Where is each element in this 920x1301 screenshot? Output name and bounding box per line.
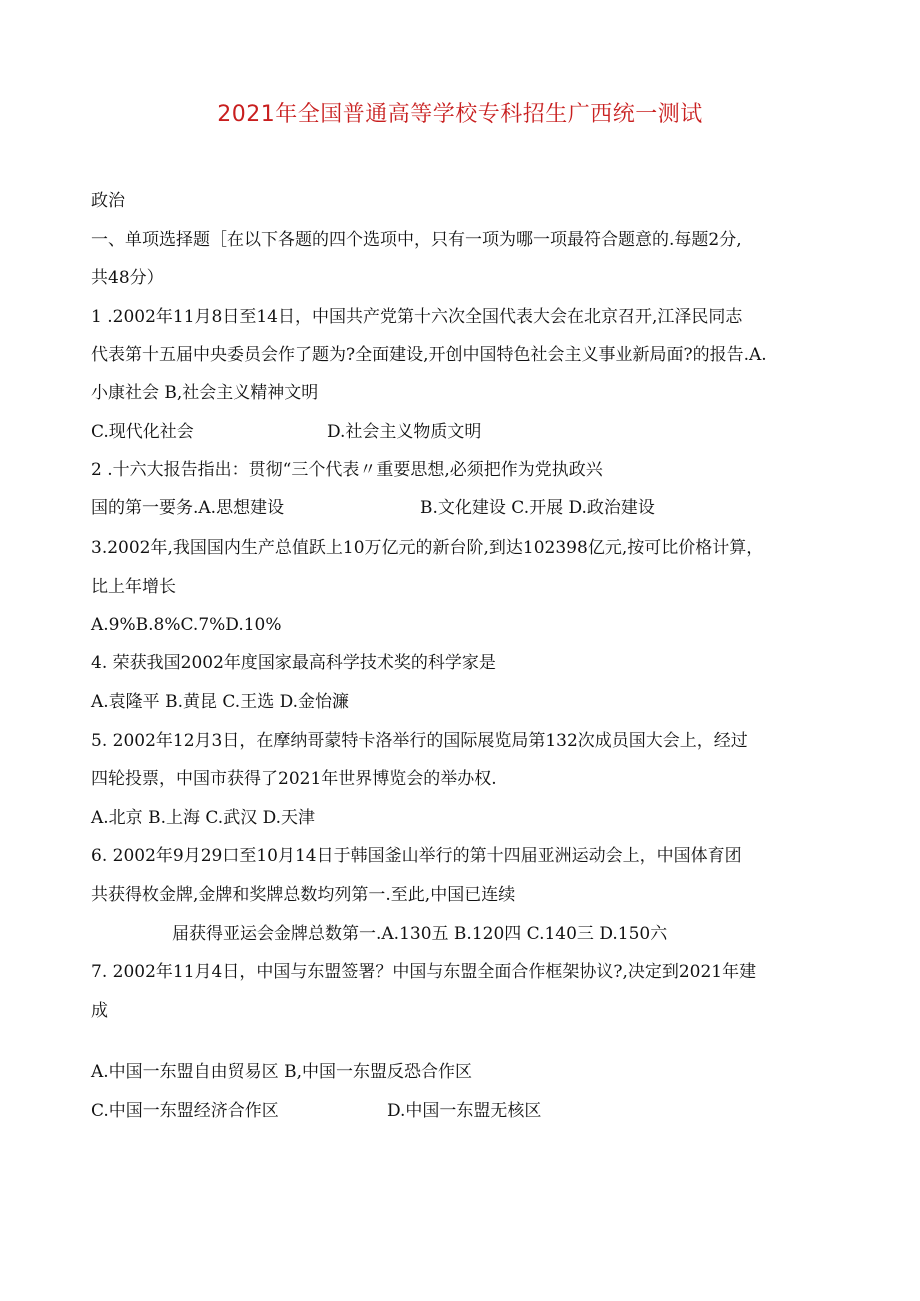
section-heading-line-2: 共48分） bbox=[91, 268, 164, 288]
question-7-option-c: C.中国一东盟经济合作区 bbox=[91, 1101, 279, 1121]
question-1-line-2: 代表第十五届中央委员会作了题为?全面建设,开创中国特色社会主义事业新局面?的报告.A. bbox=[91, 345, 767, 365]
question-6-line-2: 共获得枚金牌,金牌和奖牌总数均列第一.至此,中国已连续 bbox=[91, 885, 516, 905]
question-1-option-c: C.现代化社会 bbox=[91, 422, 194, 442]
question-1-option-d: D.社会主义物质文明 bbox=[327, 422, 482, 442]
question-2-options-left: 国的第一要务.A.思想建设 bbox=[91, 498, 285, 518]
question-5-line-1: 5. 2002年12月3日，在摩纳哥蒙特卡洛举行的国际展览局第132次成员国大会上，经过 bbox=[91, 731, 748, 751]
question-6-line-1: 6. 2002年9月29口至10月14日于韩国釜山举行的第十四届亚洲运动会上，中国体育团 bbox=[91, 846, 742, 866]
question-5-options: A.北京 B.上海 C.武汉 D.天津 bbox=[91, 808, 316, 828]
question-2-line-1: 2 .十六大报告指出：贯彻“三个代表〃重要思想,必须把作为党执政兴 bbox=[91, 460, 603, 480]
question-7-options-ab: A.中国一东盟自由贸易区 B,中国一东盟反恐合作区 bbox=[91, 1062, 472, 1082]
question-3-options: A.9%B.8%C.7%D.10% bbox=[91, 615, 282, 635]
question-7-line-2: 成 bbox=[91, 1001, 108, 1021]
question-6-options: 届获得亚运会金牌总数第一.A.130五 B.120四 C.140三 D.150六 bbox=[172, 924, 668, 944]
question-4-line-1: 4. 荣获我国2002年度国家最高科学技术奖的科学家是 bbox=[91, 653, 496, 673]
subject-label: 政治 bbox=[91, 191, 125, 211]
question-7-option-d: D.中国一东盟无核区 bbox=[387, 1101, 542, 1121]
question-4-options: A.袁隆平 B.黄昆 C.王选 D.金怡濂 bbox=[91, 692, 350, 712]
question-2-options-right: B.文化建设 C.开展 D.政治建设 bbox=[420, 498, 655, 518]
question-5-line-2: 四轮投票，中国市获得了2021年世界博览会的举办权. bbox=[91, 769, 497, 789]
question-3-line-2: 比上年增长 bbox=[91, 577, 176, 597]
question-7-line-1: 7. 2002年11月4日，中国与东盟签署？中国与东盟全面合作框架协议?,决定到2021年建 bbox=[91, 962, 757, 982]
section-heading-line-1: 一、单项选择题［在以下各题的四个选项中，只有一项为哪一项最符合题意的.每题2分, bbox=[91, 230, 742, 250]
question-1-line-3: 小康社会 B,社会主义精神文明 bbox=[91, 383, 319, 403]
question-3-line-1: 3.2002年,我国国内生产总值跃上10万亿元的新台阶,到达102398亿元,按可比价格计算， bbox=[91, 538, 764, 558]
exam-title: 2021年全国普通高等学校专科招生广西统一测试 bbox=[217, 102, 703, 127]
question-1-line-1: 1 .2002年11月8日至14日，中国共产党第十六次全国代表大会在北京召开,江泽民同志 bbox=[91, 307, 743, 327]
